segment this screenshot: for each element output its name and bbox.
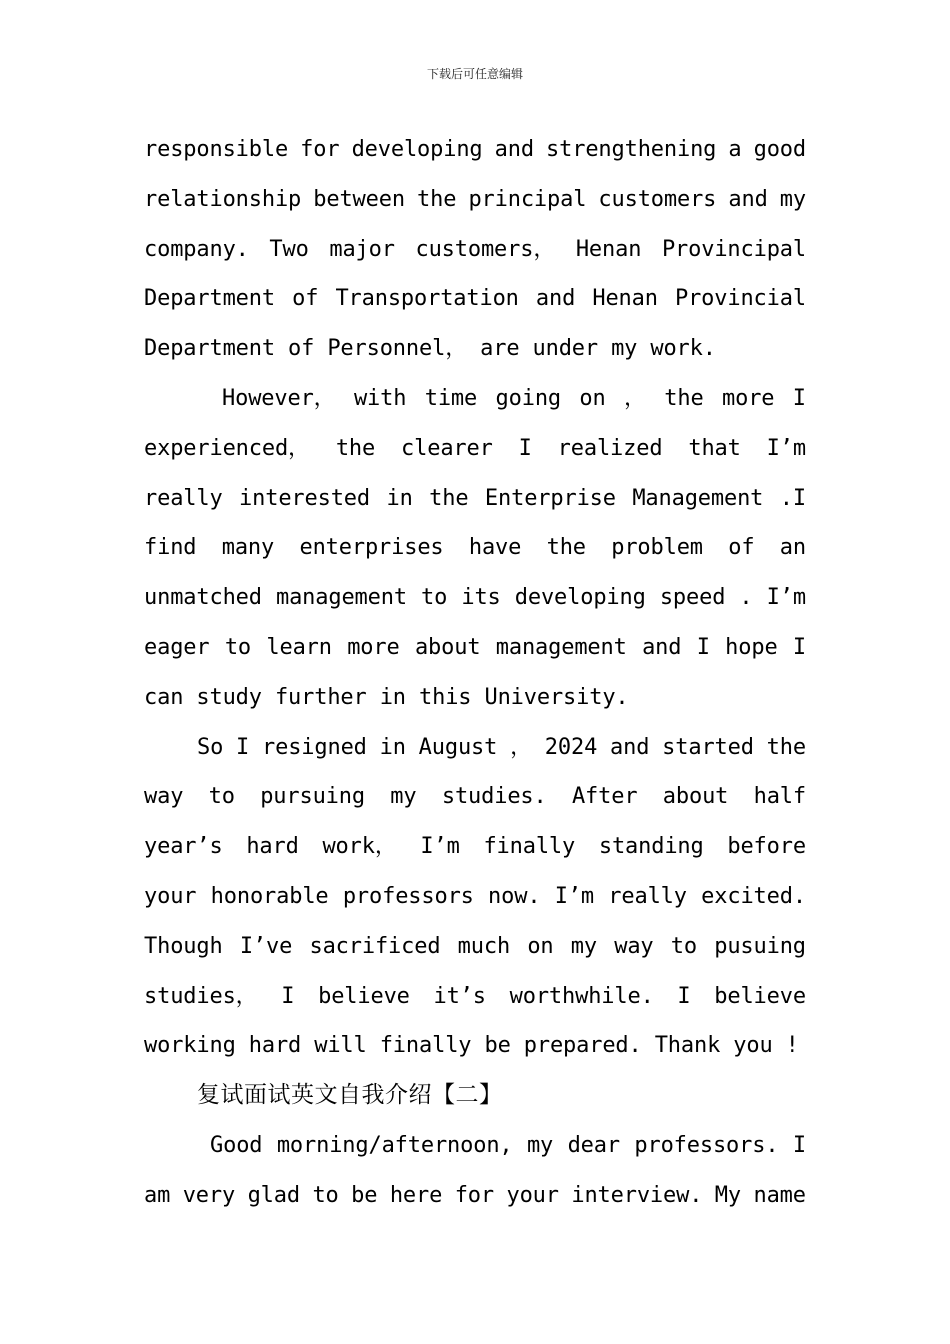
text-line [144, 474, 806, 524]
text-line: working hard will finally be prepared. Thank you ! [144, 1033, 799, 1059]
word: After [571, 784, 638, 810]
word: the [417, 186, 457, 212]
word: Henan [575, 236, 642, 262]
word: in [379, 734, 406, 760]
text-line [144, 1121, 806, 1171]
word: learn [266, 634, 332, 660]
word: I’m [766, 585, 806, 611]
word: about [662, 784, 729, 810]
word: the [664, 385, 704, 411]
word: and [494, 137, 534, 162]
word: Provincial [674, 286, 806, 312]
word: my [526, 1132, 554, 1158]
word: and [610, 734, 650, 760]
word: find [144, 535, 197, 561]
word: hard [246, 834, 299, 860]
word: studies. [441, 784, 547, 810]
word: am [144, 1182, 171, 1208]
text-line [144, 175, 806, 225]
word: 2024 [544, 734, 598, 760]
word: that [688, 435, 741, 461]
word: management [275, 585, 407, 611]
word: realized [557, 435, 663, 461]
word: the [335, 435, 376, 461]
word: believe [318, 983, 410, 1009]
word: for [300, 137, 340, 162]
word: I [792, 634, 806, 660]
word: developing [514, 585, 646, 611]
word: the [766, 734, 806, 760]
word: Enterprise [484, 485, 616, 511]
word: . [739, 585, 753, 611]
word: interested [239, 485, 370, 511]
word: started [662, 734, 754, 760]
word: customers， [415, 236, 556, 262]
word: clearer [401, 435, 493, 461]
text-line [144, 922, 806, 972]
word: and [728, 186, 768, 212]
word: standing [598, 834, 704, 860]
word: for [454, 1182, 494, 1208]
word: your [506, 1182, 559, 1208]
word: I [281, 983, 295, 1009]
document-body [144, 125, 806, 1221]
text-line [144, 424, 806, 474]
word: pusuing [714, 933, 806, 959]
word: August [418, 734, 498, 760]
word: Henan [592, 286, 658, 312]
word: and [642, 634, 682, 660]
word: ， [510, 734, 532, 760]
word: its [461, 585, 501, 611]
word: morning/afternoon, [276, 1132, 513, 1158]
word: now. [488, 883, 541, 909]
word: really [144, 485, 223, 511]
word: time [424, 385, 478, 411]
word: ， [624, 385, 646, 411]
word: I [518, 435, 532, 461]
word: here [389, 1182, 443, 1208]
word: my [390, 784, 417, 810]
word: enterprises [299, 535, 444, 561]
word: worthwhile. [509, 983, 654, 1009]
word: Management [632, 485, 764, 511]
word: with [353, 385, 407, 411]
word: Good [210, 1132, 263, 1158]
word: believe [714, 983, 806, 1009]
word: the [429, 485, 469, 511]
word: my [570, 933, 597, 959]
word: professors [342, 883, 474, 909]
word: I [792, 385, 806, 411]
word: of [728, 535, 755, 561]
word: I’m [766, 435, 806, 461]
word: year’s [144, 834, 223, 860]
word: really [608, 883, 687, 909]
text-line: can study further in this University. [144, 684, 629, 710]
word: unmatched [144, 585, 262, 611]
text-line: Department of Personnel， are under my work. [144, 336, 716, 362]
word: many [221, 535, 275, 561]
word: I [236, 734, 250, 760]
word: .I [779, 485, 806, 511]
word: honorable [210, 883, 329, 909]
word: of [292, 286, 319, 312]
text-line [144, 573, 806, 623]
page-header: 下载后可任意编辑 [426, 67, 523, 81]
word: hope [725, 634, 778, 660]
word: pursuing [260, 784, 365, 810]
word: sacrificed [309, 933, 441, 959]
word: glad [247, 1182, 300, 1208]
word: Department [144, 286, 275, 312]
word: eager [144, 634, 210, 660]
word: experienced， [144, 435, 310, 461]
text-line [144, 1171, 806, 1221]
word: principal [468, 186, 587, 212]
word: way [614, 933, 654, 959]
word: resigned [262, 734, 367, 760]
word: an [779, 535, 806, 561]
word: about [414, 634, 481, 660]
word: Though [144, 933, 223, 959]
word: very [182, 1182, 236, 1208]
word: customers [598, 186, 717, 212]
word: to [208, 784, 235, 810]
text-line [144, 225, 806, 275]
word: developing [351, 137, 483, 162]
word: on [527, 933, 554, 959]
word: before [727, 834, 806, 860]
text-line [144, 374, 806, 424]
word: studies， [144, 983, 258, 1009]
word: However， [222, 385, 336, 411]
text-line [144, 972, 806, 1022]
text-line [144, 125, 806, 175]
word: I [677, 983, 691, 1009]
word: your [144, 883, 197, 909]
word: strengthening [546, 137, 717, 162]
word: name [753, 1182, 806, 1208]
section-heading: 复试面试英文自我介绍【二】 [197, 1082, 503, 1109]
word: be [351, 1182, 378, 1208]
word: between [313, 186, 405, 212]
word: it’s [433, 983, 486, 1009]
word: management [495, 634, 627, 660]
word: to [670, 933, 697, 959]
word: interview. [571, 1182, 703, 1208]
text-line [144, 822, 806, 872]
word: relationship [144, 186, 302, 212]
word: work， [322, 834, 397, 860]
word: speed [659, 585, 726, 611]
word: have [468, 535, 522, 561]
word: going [495, 385, 562, 411]
word: I’ve [239, 933, 293, 959]
word: excited. [701, 883, 806, 909]
word: to [224, 634, 252, 660]
word: Two [269, 236, 309, 262]
word: major [329, 236, 395, 262]
word: My [714, 1182, 741, 1208]
word: much [457, 933, 511, 959]
word: a [728, 137, 742, 162]
word: more [722, 385, 775, 411]
word: the [546, 535, 586, 561]
word: professors. [634, 1132, 779, 1158]
word: in [386, 485, 413, 511]
word: responsible [144, 137, 289, 162]
word: half [753, 784, 806, 810]
word: way [144, 784, 184, 810]
word: on [579, 385, 606, 411]
word: company. [144, 236, 249, 262]
text-line [144, 872, 806, 922]
word: problem [611, 535, 703, 561]
word: I’m [420, 834, 460, 860]
word: finally [483, 834, 576, 860]
text-line [144, 723, 806, 773]
text-line [144, 523, 806, 573]
word: So [197, 734, 224, 760]
word: my [779, 186, 806, 212]
text-line [144, 623, 806, 673]
word: I [792, 1132, 806, 1158]
word: and [535, 286, 576, 312]
word: I [696, 634, 710, 660]
word: more [347, 634, 400, 660]
text-line [144, 274, 806, 324]
text-line [144, 772, 806, 822]
word: dear [567, 1132, 620, 1158]
word: I’m [554, 883, 595, 909]
word: Transportation [335, 286, 519, 312]
word: to [421, 585, 448, 611]
word: good [753, 137, 806, 162]
word: to [312, 1182, 339, 1208]
word: Provincipal [661, 236, 806, 262]
